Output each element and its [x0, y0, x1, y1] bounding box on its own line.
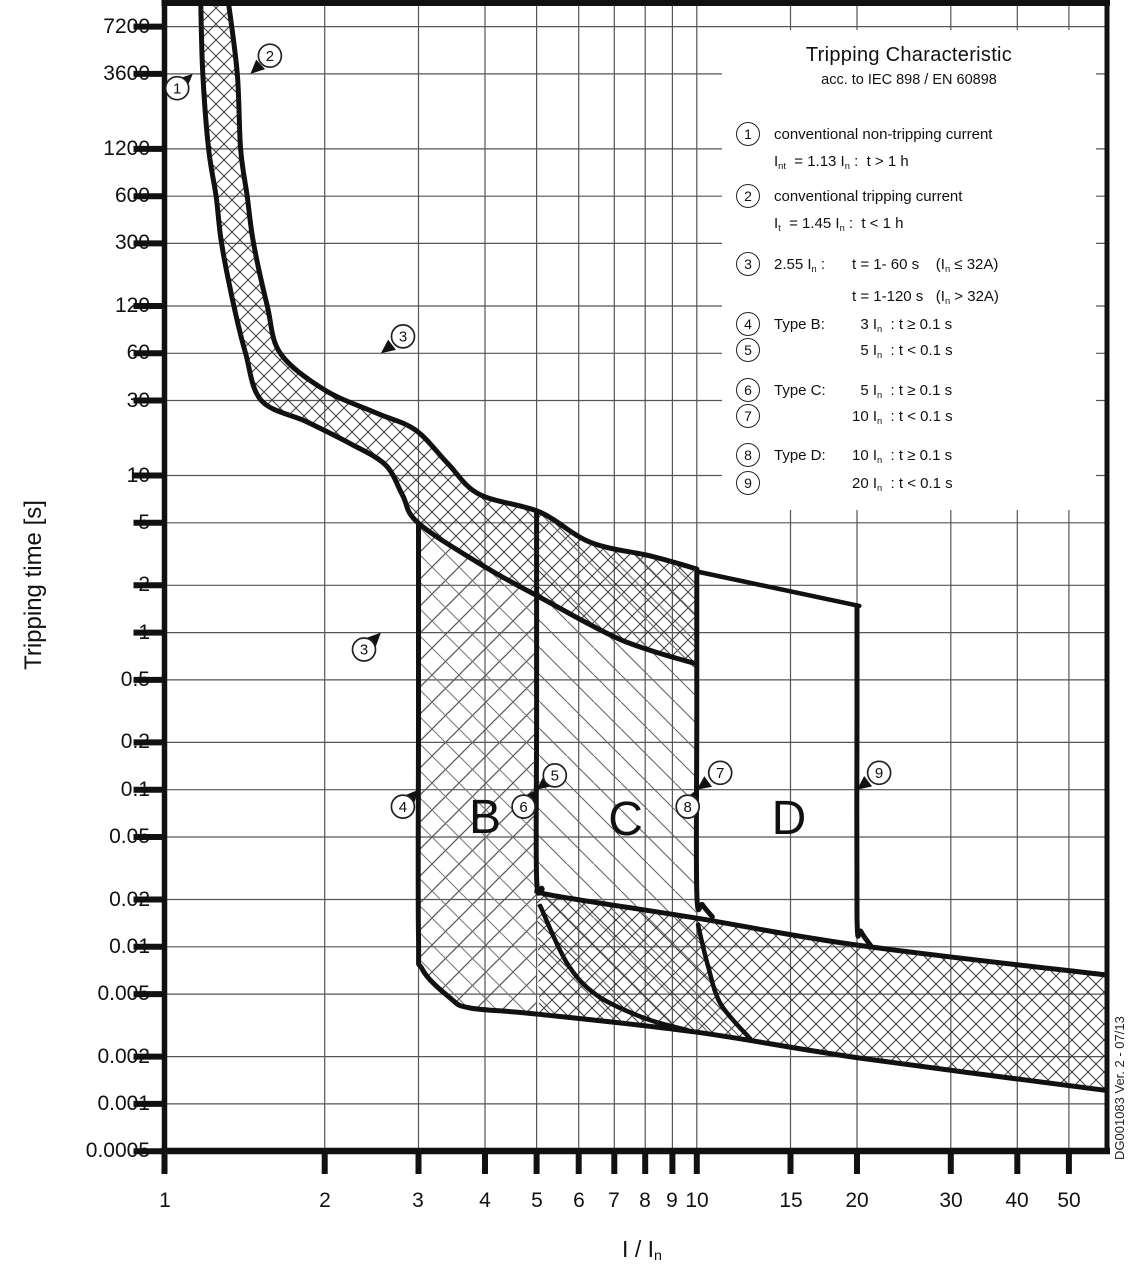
y-tick-label: 10 [126, 464, 150, 487]
type-d-upper-line [697, 572, 860, 606]
legend-item-3 [736, 251, 999, 315]
marker-4 [391, 790, 418, 818]
legend-item-prefix: 2.55 $I_n$ : [774, 256, 826, 274]
x-tick-label: 3 [412, 1189, 424, 1212]
marker-number: 1 [173, 80, 182, 98]
marker-1 [166, 74, 193, 100]
legend-number-badge: 9 [736, 471, 760, 495]
y-tick-label: 3600 [103, 62, 150, 85]
x-tick-label: 50 [1057, 1189, 1081, 1212]
x-tick-label: 30 [939, 1189, 963, 1212]
x-tick-label: 8 [639, 1189, 651, 1212]
legend-item-text: 3 $I_n$ : t ≥ 0.1 s [852, 316, 953, 334]
y-axis-title: Tripping time [s] [20, 500, 47, 670]
y-tick-label: 0.0005 [85, 1139, 150, 1162]
y-tick-label: 1 [138, 621, 150, 644]
marker-number: 3 [359, 641, 369, 659]
region-label-C: C [608, 793, 643, 846]
marker-7 [697, 761, 732, 789]
legend-title: Tripping Characteristic [805, 44, 1013, 66]
legend-item-text: conventional non-tripping current $I_{nt} = 1.13$ $I_n$ : t > 1 h [774, 126, 993, 171]
x-tick-label: 4 [479, 1189, 491, 1212]
legend-item-5 [736, 337, 953, 369]
x-tick-label: 1 [159, 1189, 171, 1212]
legend-number-badge: 3 [736, 252, 760, 276]
marker-2 [250, 44, 281, 74]
x-tick-label: 9 [666, 1189, 678, 1212]
marker-number: 7 [716, 765, 725, 782]
marker-9 [857, 761, 891, 789]
y-tick-label: 7200 [103, 15, 150, 38]
y-tick-label: 0.002 [97, 1045, 150, 1068]
y-tick-label: 0.001 [97, 1092, 150, 1115]
y-tick-label: 600 [114, 184, 150, 207]
x-tick-label: 2 [319, 1189, 331, 1212]
x-tick-label: 7 [608, 1189, 620, 1212]
document-number: DG001083 Ver. 2 - 07/13 [1112, 1016, 1127, 1160]
y-tick-label: 2 [138, 573, 150, 596]
legend-number-badge: 1 [736, 122, 760, 146]
legend-item-9 [736, 470, 953, 502]
legend-item-7 [736, 403, 953, 435]
y-tick-label: 30 [126, 389, 150, 412]
type-b-region [418, 523, 540, 1014]
legend-item-prefix: Type C: [774, 382, 826, 399]
legend-number-badge: 8 [736, 443, 760, 467]
y-tick-label: 0.1 [120, 778, 150, 801]
legend-item-prefix: Type B: [774, 316, 825, 333]
region-label-B: B [468, 791, 502, 844]
y-tick-label: 0.02 [109, 888, 150, 911]
marker-number: 3 [398, 328, 408, 346]
legend-number-badge: 5 [736, 338, 760, 362]
legend-number-badge: 6 [736, 378, 760, 402]
legend-number-badge: 4 [736, 312, 760, 336]
x-tick-label: 20 [845, 1189, 869, 1212]
y-tick-label: 1200 [103, 137, 150, 160]
y-tick-label: 0.5 [120, 668, 150, 691]
y-tick-label: 0.01 [109, 935, 150, 958]
y-tick-label: 120 [114, 294, 150, 317]
region-label-D: D [771, 792, 807, 845]
x-tick-label: 6 [573, 1189, 585, 1212]
marker-3 [381, 325, 415, 353]
legend-item-text: 10 $I_n$ : t < 0.1 s [852, 408, 953, 426]
legend-subtitle: acc. to IEC 898 / EN 60898 [821, 72, 997, 88]
y-tick-label: 60 [126, 341, 150, 364]
marker-number: 4 [398, 798, 408, 816]
marker-number: 9 [874, 765, 884, 782]
legend-number-badge: 2 [736, 184, 760, 208]
legend-item-text: t = 1- 60 s $(I_n \le 32A)$ t = 1-120 s $(I_n > 32A)$ [852, 256, 999, 306]
x-tick-label: 40 [1005, 1189, 1029, 1212]
marker-3 [353, 633, 381, 661]
legend-item-text: 20 $I_n$ : t < 0.1 s [852, 475, 953, 493]
marker-number: 6 [519, 798, 528, 816]
marker-number: 8 [683, 798, 692, 816]
y-tick-label: 5 [138, 511, 150, 534]
y-tick-label: 0.05 [109, 825, 150, 848]
x-tick-label: 10 [685, 1189, 709, 1212]
legend-item-text: conventional tripping current $I_t = 1.45$ $I_n$ : t < 1 h [774, 188, 963, 233]
marker-number: 5 [550, 767, 559, 785]
legend-item-text: 5 $I_n$ : t < 0.1 s [852, 342, 953, 360]
magnetic-band [537, 878, 1106, 1091]
y-tick-label: 0.005 [97, 982, 150, 1005]
marker-number: 2 [265, 47, 275, 65]
x-axis-title: I / $I_n$ [622, 1236, 662, 1264]
legend-item-text: 10 $I_n$ : t ≥ 0.1 s [852, 447, 953, 465]
legend-item-text: 5 $I_n$ : t ≥ 0.1 s [852, 382, 953, 400]
legend-item-2 [736, 183, 962, 242]
x-tick-label: 5 [531, 1189, 543, 1212]
y-tick-label: 0.2 [120, 730, 150, 753]
y-tick-label: 300 [114, 231, 150, 254]
x-tick-label: 15 [779, 1189, 803, 1212]
legend-panel [722, 30, 1096, 510]
curve-tripping [229, 4, 697, 569]
legend-item-prefix: Type D: [774, 447, 826, 464]
legend-number-badge: 7 [736, 404, 760, 428]
legend-item-1 [736, 121, 992, 180]
